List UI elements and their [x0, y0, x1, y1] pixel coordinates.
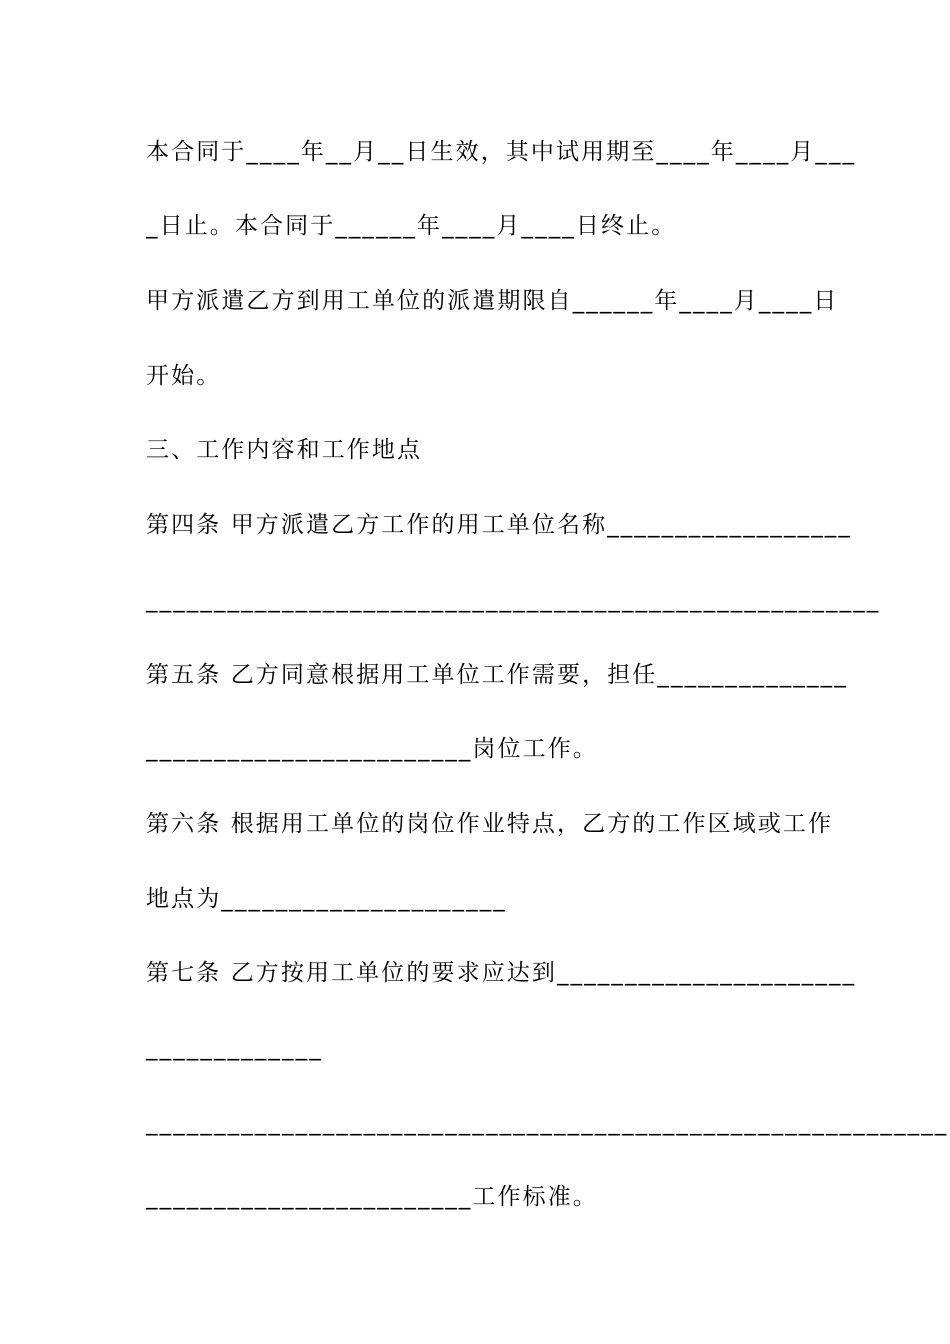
article-4-blank-line: ______________________________________________________	[146, 587, 881, 613]
contract-end-date-line: _日止。本合同于______年____月____日终止。	[146, 213, 677, 239]
article-4-employer-name-line: 第四条 甲方派遣乙方工作的用工单位名称__________________	[146, 512, 853, 538]
contract-effective-date-line: 本合同于____年__月__日生效，其中试用期至____年____月___	[146, 139, 857, 165]
article-7-standard-line: 第七条 乙方按用工单位的要求应达到______________________	[146, 960, 857, 986]
section-heading-work-content-and-location: 三、工作内容和工作地点	[146, 437, 423, 463]
dispatch-period-line: 甲方派遣乙方到用工单位的派遣期限自______年____月____日	[146, 288, 839, 314]
article-5-position-line: 第五条 乙方同意根据用工单位工作需要，担任______________	[146, 662, 848, 688]
article-7-work-standard-line: ________________________工作标准。	[146, 1184, 598, 1210]
article-6-work-area-line: 第六条 根据用工单位的岗位作业特点，乙方的工作区域或工作	[146, 811, 834, 837]
dispatch-period-continuation: 开始。	[146, 363, 222, 389]
article-6-location-blank-line: 地点为_____________________	[146, 886, 507, 912]
article-7-blank-line-1: _____________	[146, 1035, 323, 1061]
article-7-blank-line-2: ___________________________________________________________	[146, 1110, 949, 1136]
article-5-position-continuation: ________________________岗位工作。	[146, 736, 598, 762]
